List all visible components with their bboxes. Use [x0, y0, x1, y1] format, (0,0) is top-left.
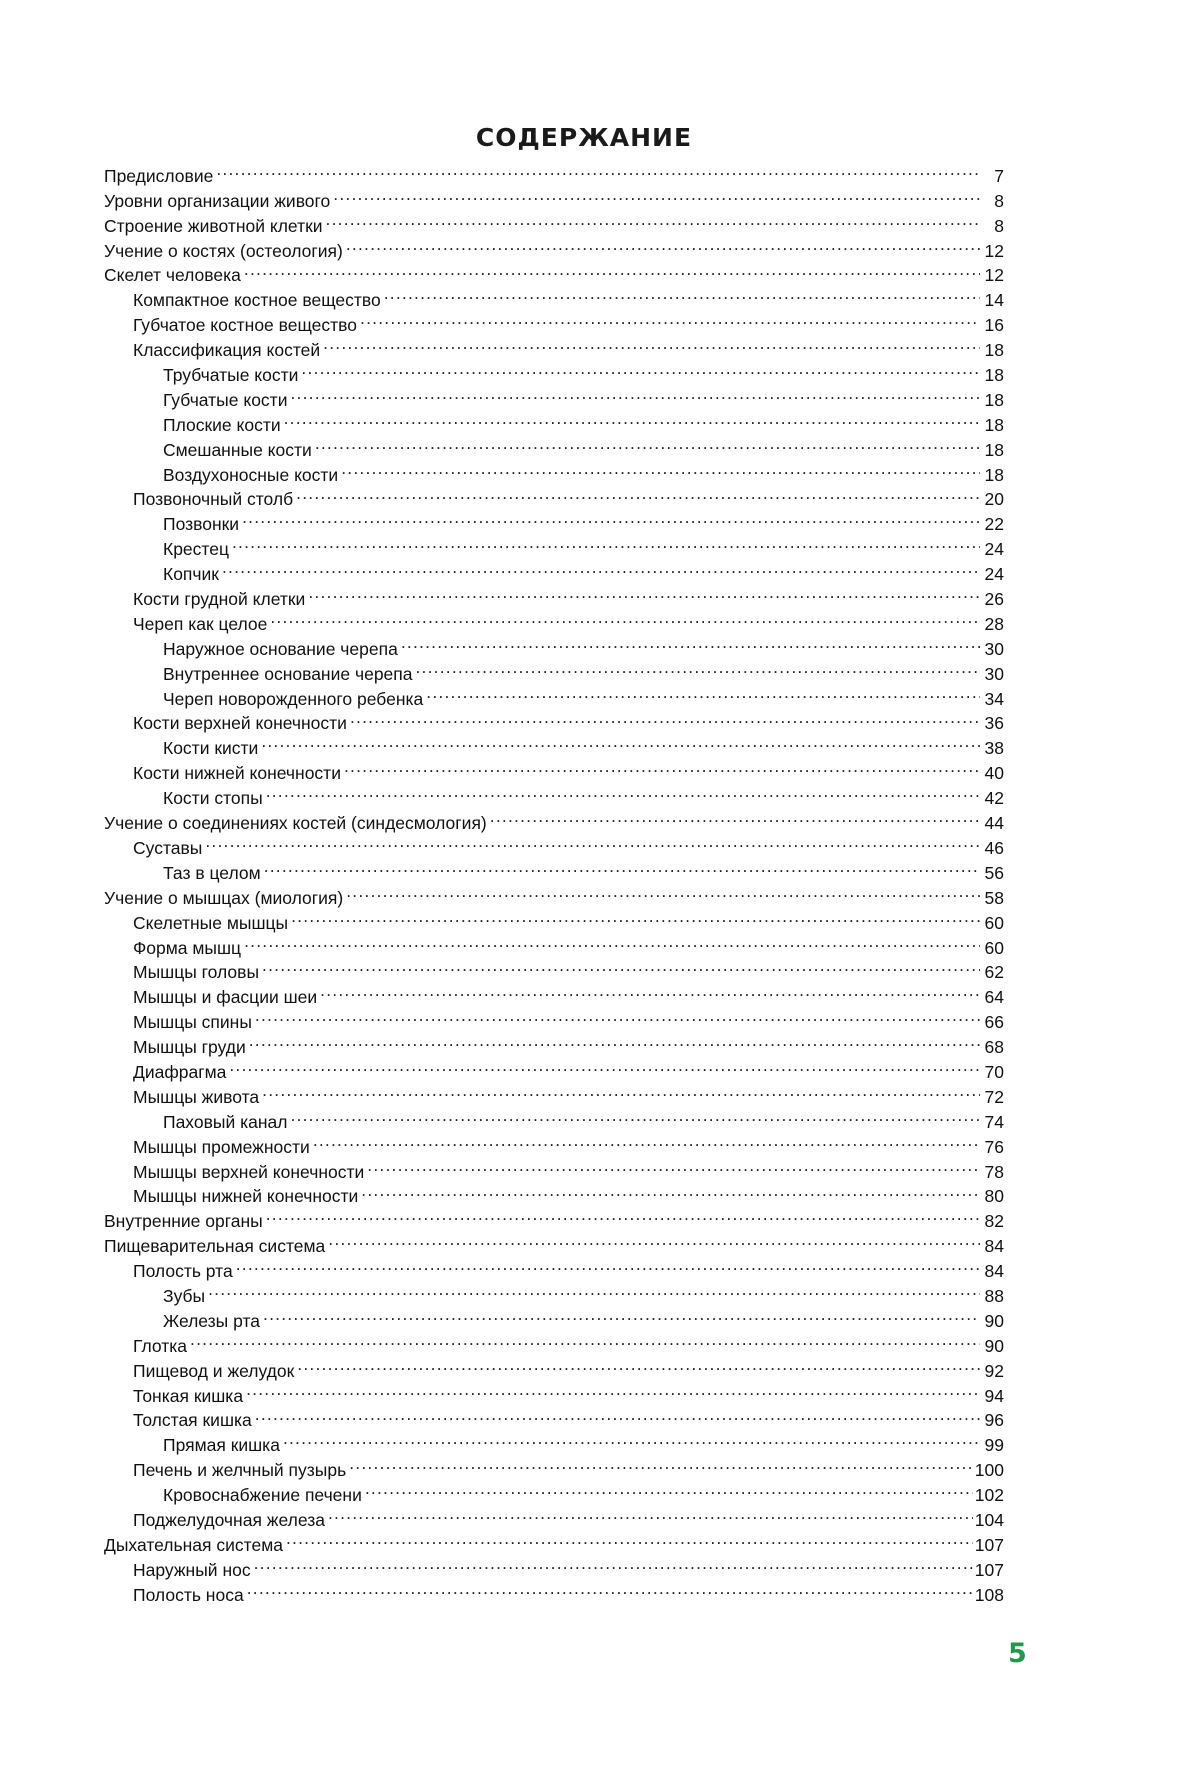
toc-dot-leader	[328, 1227, 980, 1252]
toc-entry-title: Мышцы спины	[133, 1012, 252, 1033]
toc-dot-leader	[291, 1103, 981, 1128]
toc-entry-page: 72	[984, 1086, 1004, 1107]
toc-entry[interactable]	[104, 1252, 1004, 1282]
toc-entry[interactable]	[104, 1327, 1004, 1356]
page-title: СОДЕРЖАНИЕ	[475, 122, 693, 152]
toc-dot-leader	[313, 1128, 980, 1153]
toc-dot-leader	[264, 854, 980, 879]
toc-dot-leader	[361, 1178, 980, 1203]
toc-dot-leader	[308, 580, 980, 605]
toc-dot-leader	[229, 1053, 980, 1078]
toc-dot-leader	[326, 207, 980, 232]
toc-entry[interactable]	[104, 1078, 1004, 1107]
toc-entry[interactable]	[104, 829, 1004, 858]
toc-dot-leader	[323, 331, 980, 356]
toc-entry-page: 62	[984, 962, 1004, 983]
toc-entry-page: 12	[984, 265, 1004, 286]
toc-entry-title: Позвоночный столб	[133, 489, 294, 510]
toc-dot-leader	[297, 1352, 980, 1377]
toc-entry-title: Кости стопы	[163, 788, 263, 809]
toc-dot-leader	[244, 929, 980, 954]
toc-entry-title: Воздухоносные кости	[163, 464, 339, 485]
toc-entry[interactable]	[104, 182, 1004, 211]
toc-entry-page: 84	[984, 1236, 1004, 1257]
toc-entry-page: 18	[984, 439, 1004, 460]
toc-dot-leader	[208, 1277, 980, 1302]
toc-entry-title: Глотка	[133, 1335, 188, 1356]
toc-entry-title: Мышцы живота	[133, 1086, 260, 1107]
toc-entry[interactable]	[104, 1352, 1004, 1381]
toc-dot-leader	[247, 1576, 973, 1601]
toc-dot-leader	[246, 1377, 980, 1402]
toc-entry-page: 104	[974, 1509, 1004, 1530]
toc-dot-leader	[286, 1526, 973, 1551]
toc-entry-title: Компактное костное вещество	[133, 290, 381, 311]
toc-entry-page: 20	[984, 489, 1004, 510]
toc-entry-title: Печень и желчный пузырь	[133, 1460, 347, 1481]
toc-entry-title: Мышцы головы	[133, 962, 260, 983]
toc-dot-leader	[346, 879, 980, 904]
toc-entry-page: 30	[984, 663, 1004, 684]
toc-entry-page: 82	[984, 1211, 1004, 1232]
toc-dot-leader	[350, 705, 980, 730]
toc-entry-page: 99	[984, 1435, 1004, 1456]
toc-entry-page: 24	[984, 564, 1004, 585]
toc-entry-page: 66	[984, 1012, 1004, 1033]
toc-entry[interactable]	[104, 1053, 1004, 1082]
toc-entry-page: 70	[984, 1061, 1004, 1082]
toc-entry-page: 46	[984, 837, 1004, 858]
toc-entry-title: Полость рта	[133, 1261, 233, 1282]
toc-entry-page: 96	[984, 1410, 1004, 1431]
toc-entry-page: 74	[984, 1111, 1004, 1132]
toc-entry-title: Таз в целом	[163, 862, 261, 883]
toc-dot-leader	[416, 655, 981, 680]
toc-entry-page: 100	[974, 1460, 1004, 1481]
toc-entry-page: 88	[984, 1285, 1004, 1306]
toc-dot-leader	[236, 1252, 980, 1277]
toc-entry-title: Учение о мышцах (миология)	[104, 887, 344, 908]
toc-entry-title: Плоские кости	[163, 414, 281, 435]
toc-entry-page: 38	[984, 738, 1004, 759]
toc-dot-leader	[255, 1402, 980, 1427]
toc-dot-leader	[301, 356, 980, 381]
toc-entry-page: 42	[984, 788, 1004, 809]
toc-dot-leader	[262, 954, 980, 979]
toc-entry-page: 18	[984, 464, 1004, 485]
toc-entry-page: 14	[984, 290, 1004, 311]
toc-entry-title: Толстая кишка	[133, 1410, 252, 1431]
toc-entry[interactable]	[104, 1302, 1004, 1331]
toc-entry-page: 102	[974, 1485, 1004, 1506]
toc-entry-title: Суставы	[133, 837, 203, 858]
toc-entry-page: 68	[984, 1037, 1004, 1058]
toc-entry-title: Пищеварительная система	[104, 1236, 326, 1257]
toc-entry-page: 58	[984, 887, 1004, 908]
toc-entry-title: Железы рта	[163, 1310, 261, 1331]
toc-entry-title: Мышцы и фасции шеи	[133, 987, 318, 1008]
toc-dot-leader	[426, 680, 980, 705]
toc-dot-leader	[249, 1028, 980, 1053]
toc-entry-title: Строение животной клетки	[104, 215, 323, 236]
toc-entry[interactable]	[104, 580, 1004, 610]
toc-entry-title: Внутренние органы	[104, 1211, 263, 1232]
toc-entry-page: 84	[984, 1261, 1004, 1282]
toc-entry-page: 44	[984, 813, 1004, 834]
toc-entry-title: Поджелудочная железа	[133, 1509, 325, 1530]
toc-entry-title: Диафрагма	[133, 1061, 227, 1082]
toc-entry-title: Губчатые кости	[163, 389, 288, 410]
toc-dot-leader	[216, 157, 980, 182]
toc-entry-title: Скелетные мышцы	[133, 912, 289, 933]
toc-dot-leader	[384, 281, 980, 306]
toc-dot-leader	[270, 605, 980, 630]
toc-entry-page: 78	[984, 1161, 1004, 1182]
toc-entry-title: Наружное основание черепа	[163, 638, 398, 659]
toc-entry-title: Дыхательная система	[104, 1534, 283, 1555]
toc-entry-title: Зубы	[163, 1285, 206, 1306]
toc-dot-leader	[367, 1153, 980, 1178]
toc-entry-page: 108	[974, 1584, 1004, 1605]
toc-dot-leader	[244, 257, 980, 282]
toc-entry-page: 8	[994, 215, 1004, 236]
toc-entry[interactable]	[104, 854, 1004, 883]
toc-entry-title: Кости нижней конечности	[133, 763, 341, 784]
toc-entry-title: Тонкая кишка	[133, 1385, 244, 1406]
toc-entry-page: 24	[984, 539, 1004, 560]
toc-entry-page: 26	[984, 589, 1004, 610]
toc-dot-leader	[284, 406, 980, 431]
toc-entry-title: Предисловие	[104, 165, 214, 186]
toc-entry-page: 80	[984, 1186, 1004, 1207]
toc-entry-title: Череп новорожденного ребенка	[163, 688, 424, 709]
toc-dot-leader	[262, 1078, 980, 1103]
toc-entry-page: 12	[984, 240, 1004, 261]
toc-entry-title: Учение о костях (остеология)	[104, 240, 343, 261]
toc-entry[interactable]	[104, 555, 1004, 585]
toc-dot-leader	[490, 804, 980, 829]
toc-entry-page: 56	[984, 862, 1004, 883]
toc-entry-page: 76	[984, 1136, 1004, 1157]
toc-dot-leader	[266, 779, 980, 804]
toc-entry-title: Полость носа	[133, 1584, 244, 1605]
toc-dot-leader	[232, 530, 980, 555]
page-number: 5	[1008, 1638, 1027, 1669]
toc-entry-page: 34	[984, 688, 1004, 709]
toc-dot-leader	[346, 232, 980, 257]
toc-entry-title: Кости кисти	[163, 738, 259, 759]
toc-entry-page: 60	[984, 937, 1004, 958]
toc-dot-leader	[255, 1003, 980, 1028]
toc-entry-title: Мышцы промежности	[133, 1136, 310, 1157]
toc-entry-page: 107	[974, 1534, 1004, 1555]
toc-entry-page: 94	[984, 1385, 1004, 1406]
toc-dot-leader	[290, 381, 980, 406]
toc-dot-leader	[360, 306, 980, 331]
toc-entry[interactable]	[104, 1277, 1004, 1306]
toc-entry-title: Прямая кишка	[163, 1435, 280, 1456]
toc-entry-page: 28	[984, 613, 1004, 634]
toc-entry-title: Паховый канал	[163, 1111, 288, 1132]
toc-dot-leader	[291, 904, 980, 929]
toc-entry-page: 64	[984, 987, 1004, 1008]
toc-entry-title: Пищевод и желудок	[133, 1360, 295, 1381]
toc-dot-leader	[190, 1327, 980, 1352]
toc-dot-leader	[315, 431, 980, 456]
toc-dot-leader	[401, 630, 980, 655]
toc-entry-page: 7	[994, 165, 1004, 186]
toc-dot-leader	[254, 1551, 973, 1576]
toc-entry-title: Учение о соединениях костей (синдесмология)	[104, 813, 487, 834]
toc-entry-page: 40	[984, 763, 1004, 784]
toc-dot-leader	[261, 729, 980, 754]
toc-dot-leader	[328, 1501, 973, 1526]
table-of-contents	[104, 157, 1004, 1605]
toc-dot-leader	[266, 1202, 980, 1227]
toc-entry-title: Кости грудной клетки	[133, 589, 306, 610]
toc-dot-leader	[242, 505, 980, 530]
toc-entry-title: Кости верхней конечности	[133, 713, 347, 734]
toc-dot-leader	[296, 481, 980, 506]
toc-entry-title: Мышцы груди	[133, 1037, 246, 1058]
toc-entry-page: 92	[984, 1360, 1004, 1381]
toc-entry-page: 18	[984, 414, 1004, 435]
toc-dot-leader	[283, 1426, 980, 1451]
toc-entry-page: 18	[984, 389, 1004, 410]
toc-dot-leader	[365, 1476, 973, 1501]
toc-entry-page: 22	[984, 514, 1004, 535]
toc-entry-title: Позвонки	[163, 514, 240, 535]
toc-dot-leader	[205, 829, 980, 854]
toc-dot-leader	[320, 978, 980, 1003]
toc-entry-title: Форма мышц	[133, 937, 242, 958]
toc-entry-page: 16	[984, 315, 1004, 336]
toc-entry-title: Череп как целое	[133, 613, 268, 634]
toc-dot-leader	[263, 1302, 980, 1327]
toc-dot-leader	[341, 456, 980, 481]
toc-entry-title: Внутреннее основание черепа	[163, 663, 413, 684]
toc-entry-page: 90	[984, 1335, 1004, 1356]
toc-entry-title: Трубчатые кости	[163, 365, 299, 386]
toc-entry-title: Скелет человека	[104, 265, 241, 286]
toc-entry-page: 8	[994, 190, 1004, 211]
toc-entry-title: Губчатое костное вещество	[133, 315, 358, 336]
toc-entry[interactable]	[104, 157, 1004, 186]
toc-entry-page: 36	[984, 713, 1004, 734]
toc-entry-title: Мышцы нижней конечности	[133, 1186, 359, 1207]
toc-entry-page: 30	[984, 638, 1004, 659]
toc-entry-page: 18	[984, 365, 1004, 386]
toc-dot-leader	[349, 1451, 973, 1476]
toc-entry-page: 90	[984, 1310, 1004, 1331]
toc-dot-leader	[344, 754, 980, 779]
toc-entry-title: Мышцы верхней конечности	[133, 1161, 365, 1182]
toc-entry-page: 107	[974, 1559, 1004, 1580]
toc-entry-title: Смешанные кости	[163, 439, 312, 460]
toc-entry-title: Кровоснабжение печени	[163, 1485, 362, 1506]
toc-entry-title: Уровни организации живого	[104, 190, 331, 211]
toc-entry-page: 18	[984, 340, 1004, 361]
toc-entry-title: Копчик	[163, 564, 219, 585]
toc-dot-leader	[333, 182, 980, 207]
toc-entry-page: 60	[984, 912, 1004, 933]
toc-entry-title: Классификация костей	[133, 340, 321, 361]
toc-entry[interactable]	[104, 530, 1004, 560]
toc-dot-leader	[222, 555, 980, 580]
toc-entry-title: Крестец	[163, 539, 229, 560]
toc-entry-title: Наружный нос	[133, 1559, 251, 1580]
